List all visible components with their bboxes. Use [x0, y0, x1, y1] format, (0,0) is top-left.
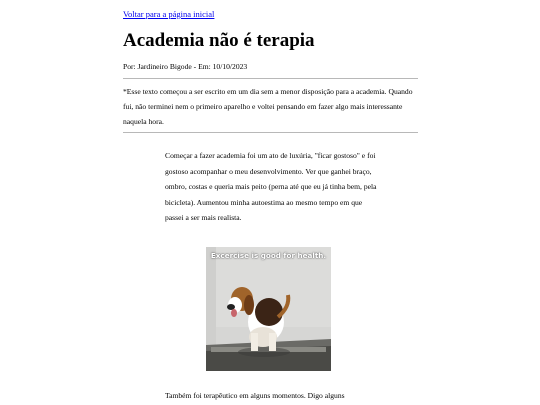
dog-illustration [206, 247, 331, 371]
image-caption: Excercise is good for health. [210, 251, 327, 260]
article-paragraph-continued: Também foi terapêutico em alguns momentos. Digo alguns [165, 391, 345, 400]
post-byline: Por: Jardineiro Bigode - Em: 10/10/2023 [123, 62, 248, 71]
article-paragraph: Começar a fazer academia foi um ato de luxúria, "ficar gostoso" e foi gostoso acompanhar o meu desenvolvimento. Ver que ganhei braço, ombro, costas e queria mais peito (perna até que eu já tinha bem, pela bicicleta). Aumentou minha autoestima ao mesmo tempo em que passei a ser mais realista. [165, 151, 377, 222]
beagle-treadmill-image [206, 247, 331, 371]
bottom-divider [123, 132, 418, 133]
page-title: Academia não é terapia [123, 30, 315, 51]
intro-note: *Esse texto começou a ser escrito em um dia sem a menor disposição para a academia. Quando fui, não terminei nem o primeiro aparelho e voltei pensando em fazer algo mais interessante naquela hora. [123, 87, 413, 126]
back-to-home-link[interactable]: Voltar para a página inicial [123, 9, 215, 19]
top-divider [123, 78, 418, 79]
